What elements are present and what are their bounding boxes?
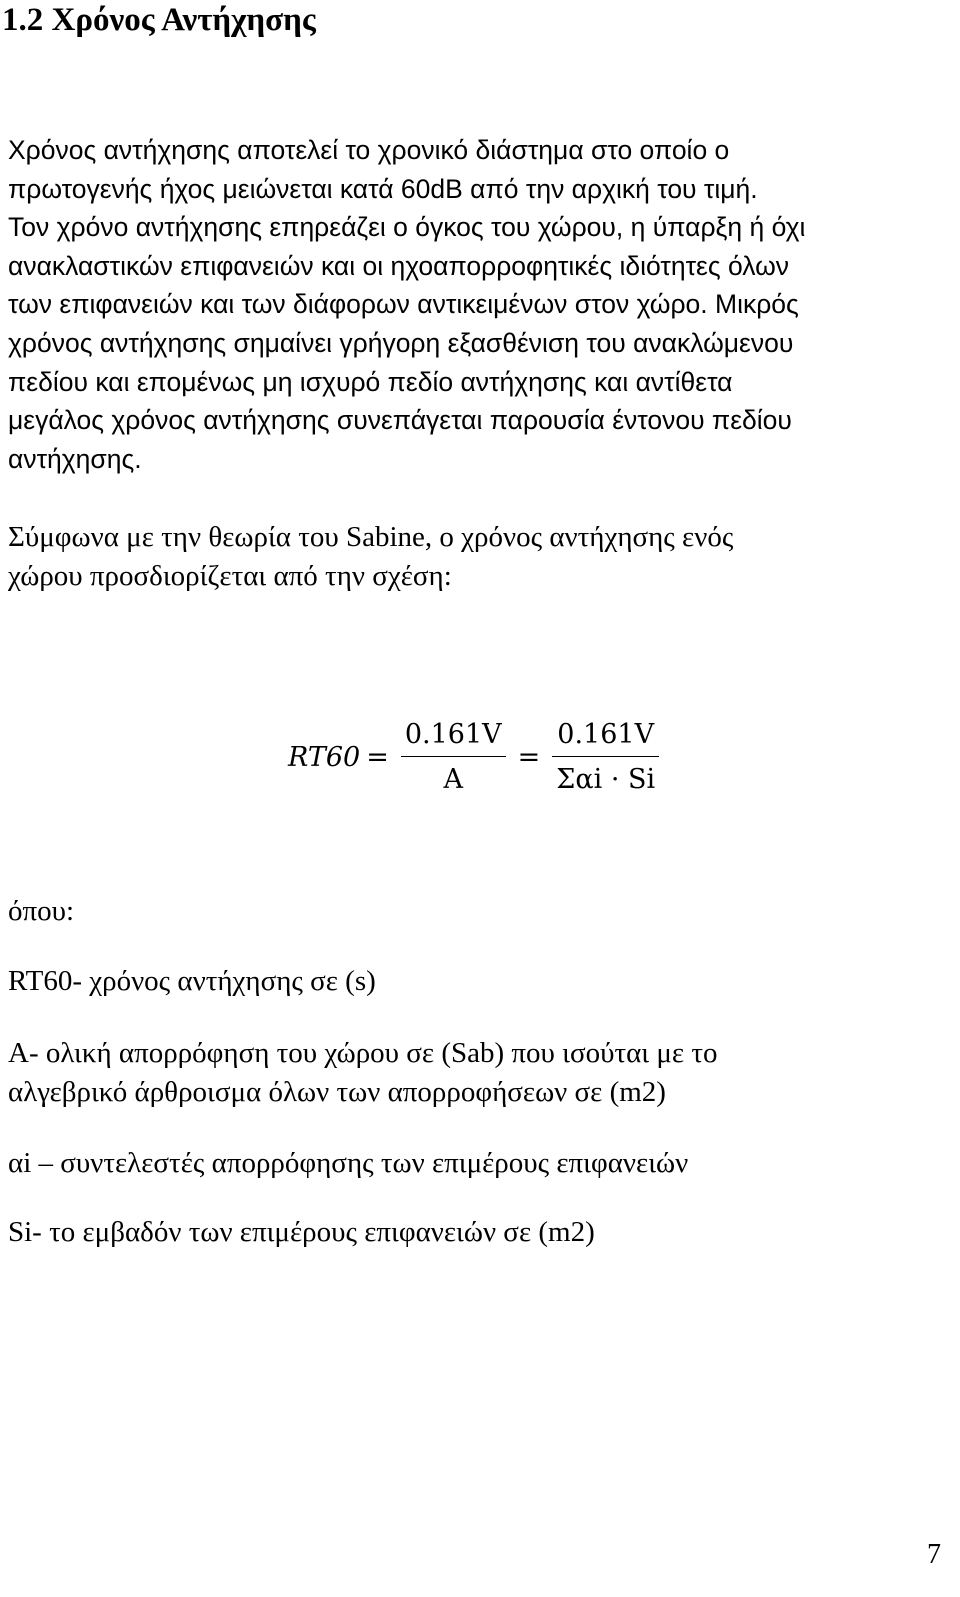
paragraph-line: μεγάλος χρόνος αντήχησης συνεπάγεται παρουσία έντονου πεδίου: [8, 405, 792, 436]
paragraph-line: των επιφανειών και των διάφορων αντικειμένων στον χώρο. Μικρός: [8, 289, 799, 320]
formula-equals: =: [517, 741, 541, 773]
definition-a: [8, 1034, 717, 1111]
paragraph-line: Σύμφωνα με την θεωρία του Sabine, ο χρόνος αντήχησης ενός: [8, 521, 734, 553]
paragraph-line: χώρου προσδιορίζεται από την σχέση:: [8, 559, 452, 592]
paragraph-line: αντήχησης.: [8, 443, 142, 474]
formula-fraction-2: [552, 720, 659, 795]
paragraph-line: Τον χρόνο αντήχησης επηρεάζει ο όγκος του χώρου, η ύπαρξη ή όχι: [8, 212, 806, 243]
fraction-denominator: Σαi · Si: [556, 763, 656, 795]
fraction-numerator: 0.161V: [557, 718, 655, 750]
definition-si: Si- το εμβαδόν των επιμέρους επιφανειών σε (m2): [8, 1216, 595, 1248]
paragraph-line: Χρόνος αντήχησης αποτελεί το χρονικό διάστημα στο οποίο ο: [8, 135, 730, 165]
section-heading: 1.2 Χρόνος Αντήχησης: [2, 2, 316, 38]
paragraph-definition: [8, 131, 868, 478]
paragraph-line: πρωτογενής ήχος μειώνεται κατά 60dB από την αρχική του τιμή.: [8, 173, 758, 204]
paragraph-sabine: [8, 518, 888, 595]
definition-line: αλγεβρικό άρθροισμα όλων των απορροφήσεων σε (m2): [8, 1075, 666, 1108]
paragraph-line: πεδίου και επομένως μη ισχυρό πεδίο αντήχησης και αντίθετα: [8, 366, 733, 397]
where-label: όπου:: [8, 895, 75, 927]
definition-ai: αi – συντελεστές απορρόφησης των επιμέρους επιφανειών: [8, 1147, 689, 1179]
formula-equals: =: [366, 741, 389, 773]
formula-fraction-1: [401, 720, 506, 795]
page-number: 7: [927, 1539, 941, 1570]
sabine-formula: [288, 712, 665, 802]
paragraph-line: ανακλαστικών επιφανειών και οι ηχοαπορροφητικές ιδιότητες όλων: [8, 250, 790, 281]
definition-line: A- ολική απορρόφηση του χώρου σε (Sab) που ισούται με το: [8, 1037, 718, 1069]
formula-lhs: RT60: [288, 741, 361, 773]
fraction-numerator: 0.161V: [404, 718, 502, 750]
paragraph-line: χρόνος αντήχησης σημαίνει γρήγορη εξασθένιση του ανακλώμενου: [8, 327, 794, 358]
fraction-denominator: A: [443, 763, 463, 795]
definition-rt60: RT60- χρόνος αντήχησης σε (s): [8, 965, 376, 997]
